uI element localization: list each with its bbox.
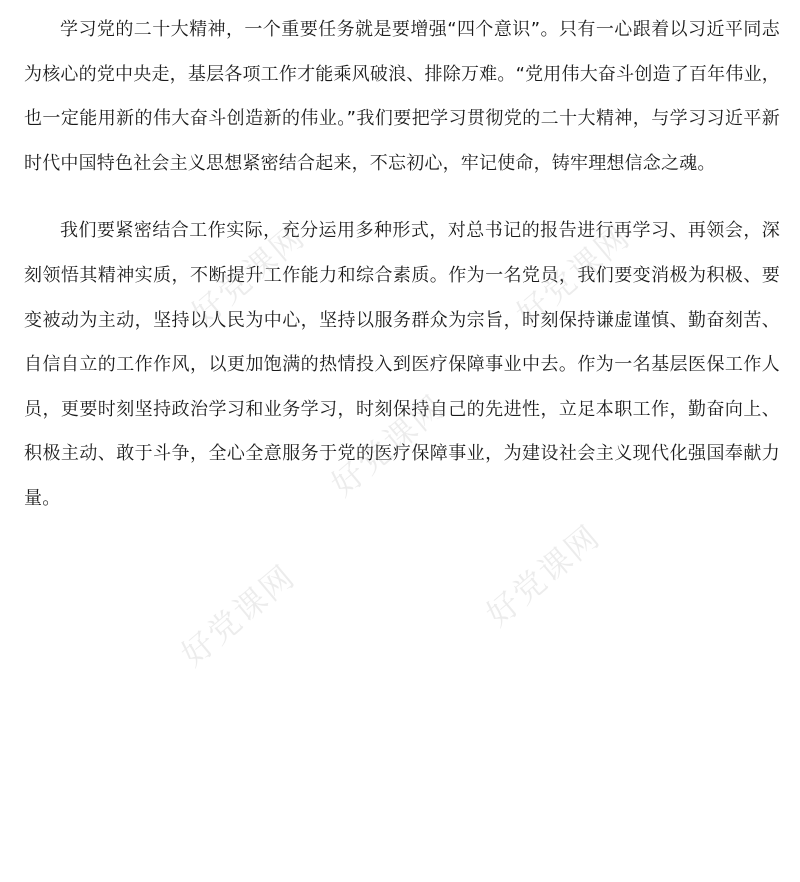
watermark-4: 好党课网 xyxy=(478,517,608,634)
watermark-3: 好党课网 xyxy=(323,387,453,504)
watermark-2: 好党课网 xyxy=(508,217,638,334)
document-body xyxy=(24,8,780,522)
watermark-1: 好党课网 xyxy=(183,217,313,334)
paragraph-1: 学习党的二十大精神，一个重要任务就是要增强“四个意识”。只有一心跟着以习近平同志为核心的党中央走，基层各项工作才能乘风破浪、排除万难。“党用伟大奋斗创造了百年伟业，也一定能用新的伟大奋斗创造新的伟业。”我们要把学习贯彻党的二十大精神，与学习习近平新时代中国特色社会主义思想紧密结合起来，不忘初心，牢记使命，铸牢理想信念之魂。 xyxy=(24,19,780,174)
watermark-5: 好党课网 xyxy=(173,557,303,674)
paragraph-2: 我们要紧密结合工作实际，充分运用多种形式，对总书记的报告进行再学习、再领会，深刻领悟其精神实质，不断提升工作能力和综合素质。作为一名党员，我们要变消极为积极、要变被动为主动，坚持以人民为中心，坚持以服务群众为宗旨，时刻保持谦虚谨慎、勤奋刻苦、自信自立的工作作风，以更加饱满的热情投入到医疗保障事业中去。作为一名基层医保工作人员，更要时刻坚持政治学习和业务学习，时刻保持自己的先进性，立足本职工作，勤奋向上、积极主动、敢于斗争，全心全意服务于党的医疗保障事业，为建设社会主义现代化强国奉献力量。 xyxy=(24,220,780,509)
